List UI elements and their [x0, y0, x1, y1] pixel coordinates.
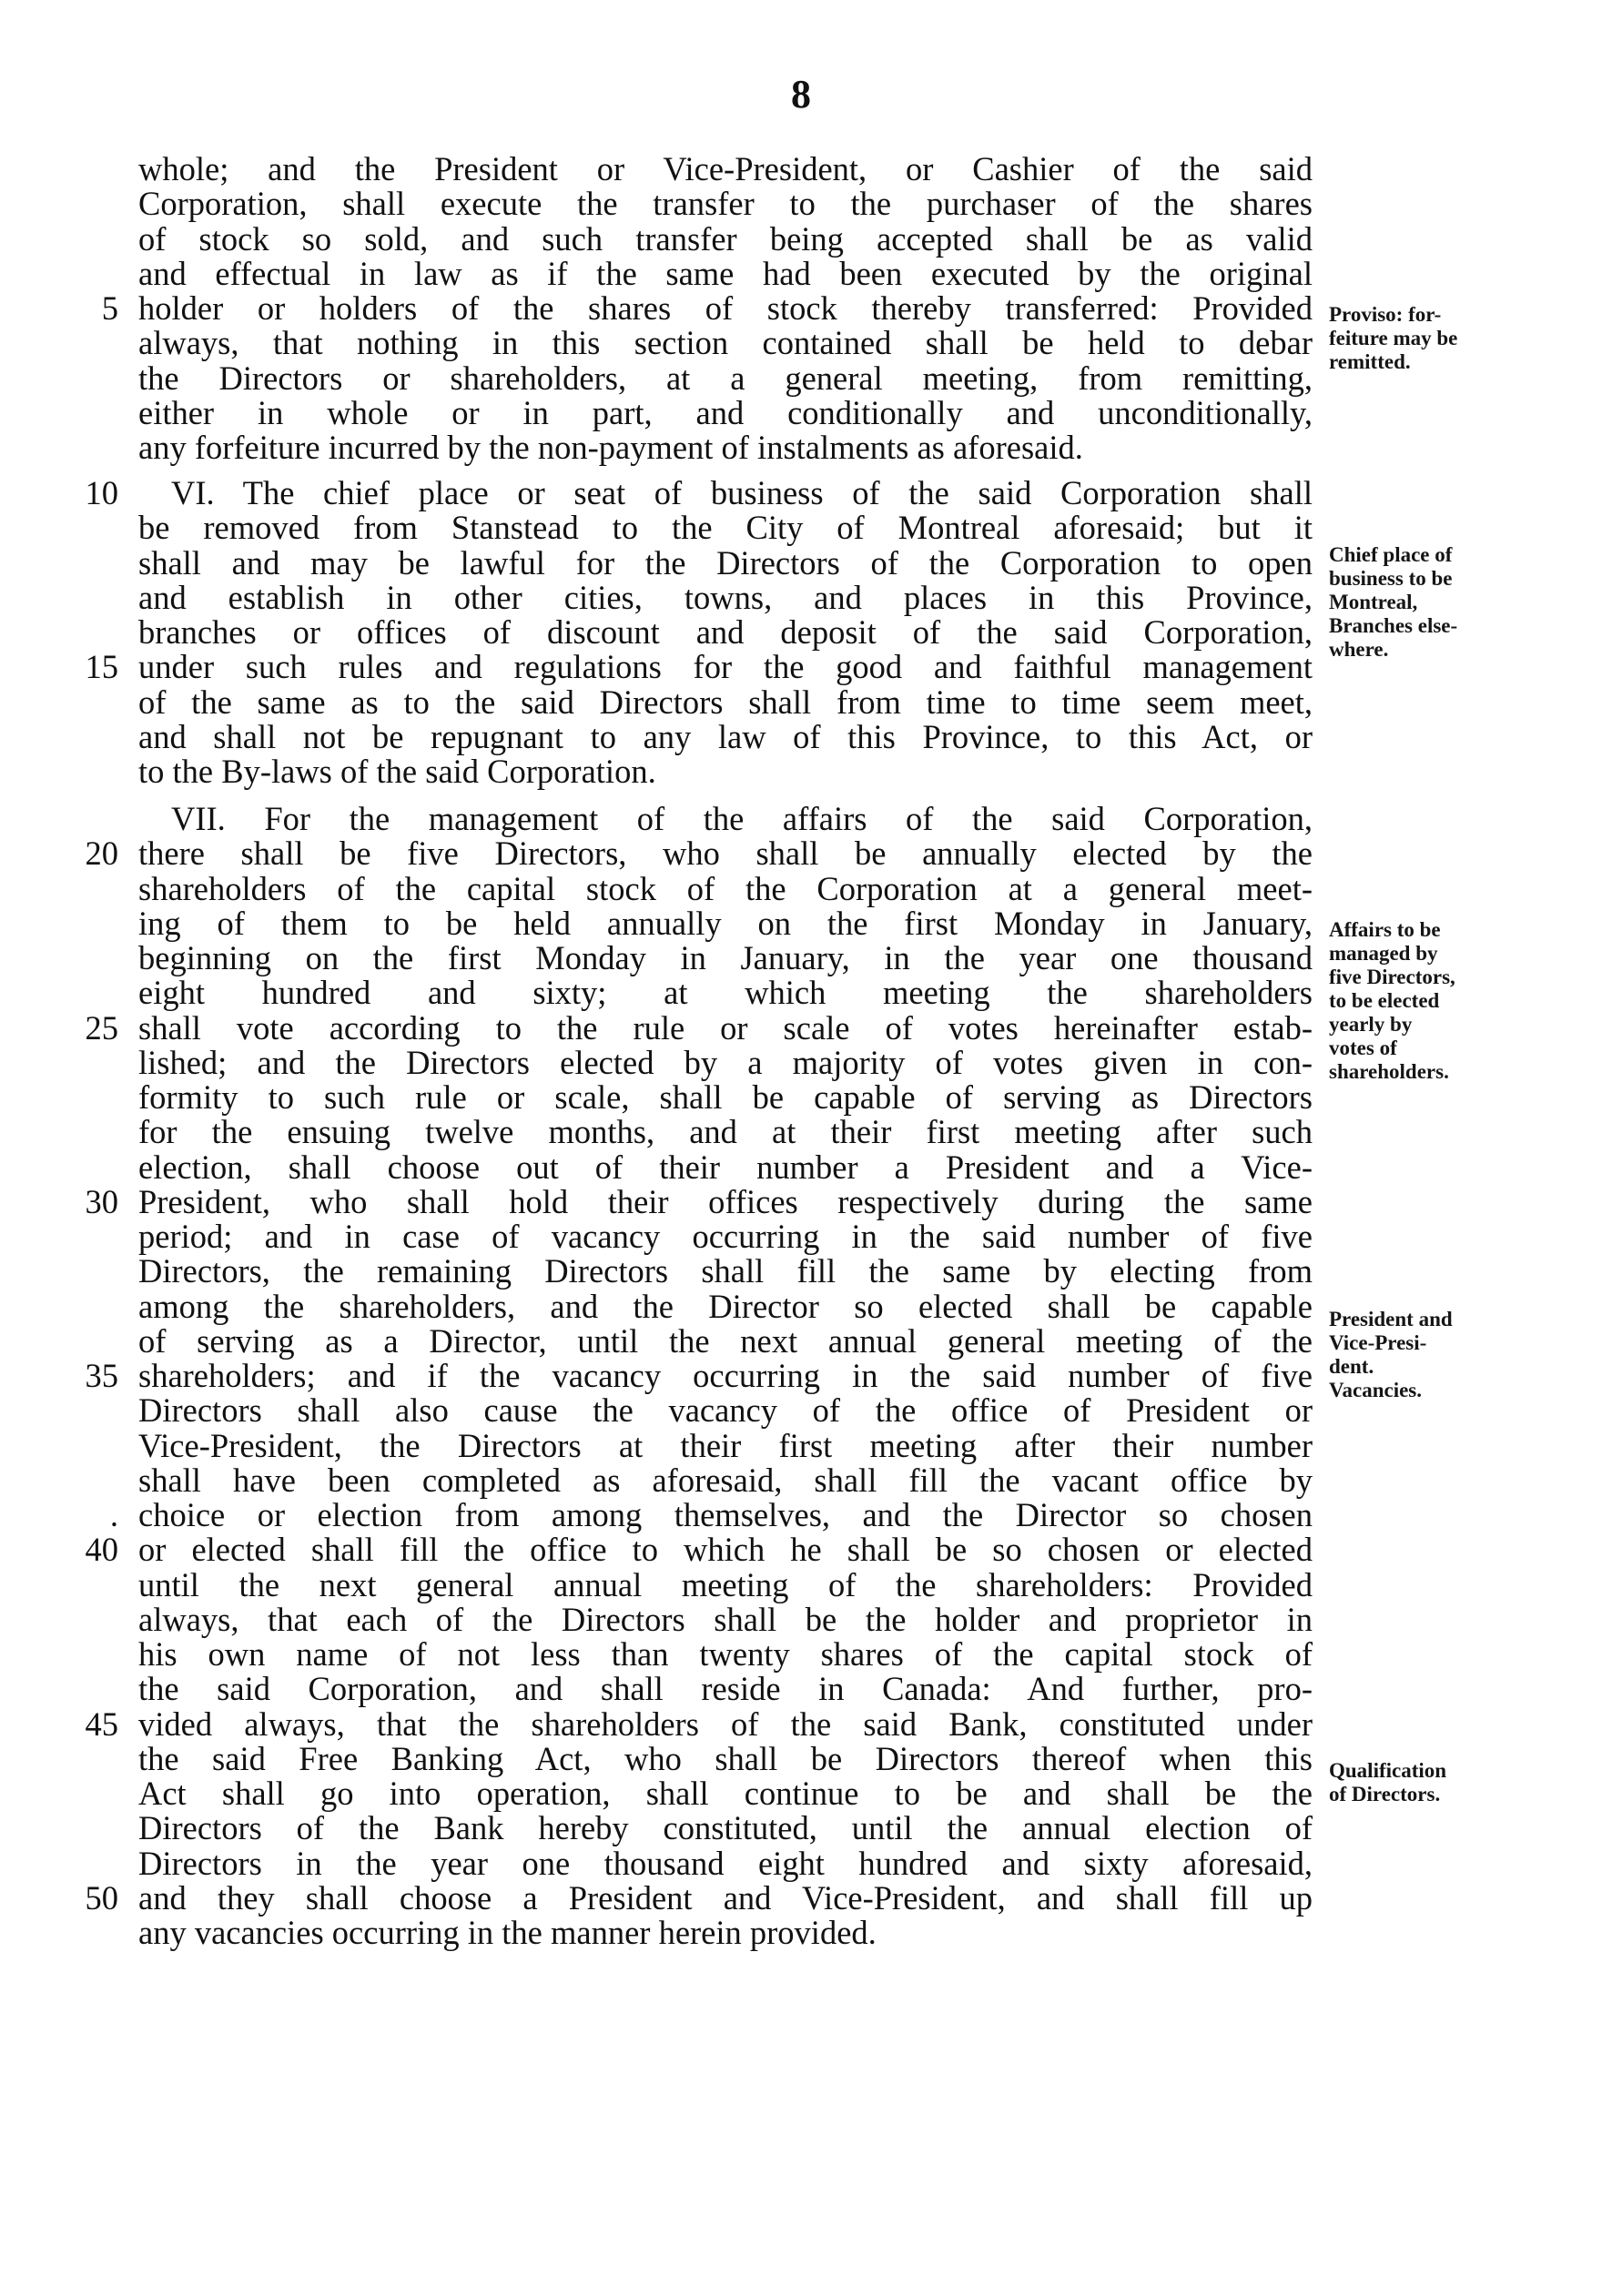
marginal-note: [1329, 918, 1593, 1084]
text-line: President, who shall hold their offices respectively during the same: [138, 1184, 1313, 1220]
marginal-note-line: yearly by: [1329, 1013, 1413, 1036]
text-line: be removed from Stanstead to the City of Montreal aforesaid; but it: [138, 510, 1313, 546]
text-line: to the By-laws of the said Corporation.: [138, 754, 656, 790]
line-number: 15: [85, 648, 118, 685]
marginal-note-line: feiture may be: [1329, 327, 1458, 349]
text-line: VII. For the management of the affairs of the said Corporation,: [171, 801, 1313, 837]
text-line: his own name of not less than twenty shares of the capital stock of: [138, 1636, 1313, 1673]
text-line: lished; and the Directors elected by a majority of votes given in con-: [138, 1045, 1313, 1081]
text-line: shareholders; and if the vacancy occurring in the said number of five: [138, 1358, 1313, 1394]
text-line: Directors in the year one thousand eight hundred and sixty aforesaid,: [138, 1846, 1313, 1882]
line-number: 25: [85, 1009, 118, 1047]
text-line: Directors of the Bank hereby constituted, until the annual election of: [138, 1810, 1313, 1846]
text-line: either in whole or in part, and conditionally and unconditionally,: [138, 395, 1313, 431]
marginal-note-line: Affairs to be: [1329, 918, 1441, 941]
line-number: 30: [85, 1183, 118, 1220]
text-line: Vice-President, the Directors at their first meeting after their number: [138, 1428, 1313, 1464]
text-line: the said Corporation, and shall reside in Canada: And further, pro-: [138, 1671, 1313, 1707]
marginal-note-line: business to be: [1329, 567, 1453, 590]
text-line: and they shall choose a President and Vice-President, and shall fill up: [138, 1880, 1313, 1917]
text-line: Act shall go into operation, shall continue to be and shall be the: [138, 1775, 1313, 1812]
text-line: or elected shall fill the office to which he shall be so chosen or elected: [138, 1532, 1313, 1568]
text-line: until the next general annual meeting of the shareholders: Provided: [138, 1567, 1313, 1603]
marginal-note-line: Chief place of: [1329, 543, 1453, 566]
line-number: 20: [85, 834, 118, 872]
text-line: ing of them to be held annually on the first Monday in January,: [138, 905, 1313, 942]
marginal-note-line: of Directors.: [1329, 1783, 1441, 1805]
text-line: choice or election from among themselves, and the Director so chosen: [138, 1497, 1313, 1533]
text-line: VI. The chief place or seat of business of the said Corporation shall: [171, 475, 1313, 511]
line-number: 50: [85, 1879, 118, 1917]
text-line: any vacancies occurring in the manner herein provided.: [138, 1915, 877, 1951]
text-line: among the shareholders, and the Director so elected shall be capable: [138, 1289, 1313, 1325]
text-line: election, shall choose out of their number a President and a Vice-: [138, 1149, 1313, 1186]
marginal-note-line: shareholders.: [1329, 1060, 1449, 1083]
marginal-note: [1329, 1308, 1593, 1402]
text-line: and shall not be repugnant to any law of this Province, to this Act, or: [138, 719, 1313, 755]
marginal-note-line: Vacancies.: [1329, 1379, 1423, 1401]
marginal-note-line: managed by: [1329, 942, 1438, 965]
text-line: Directors shall also cause the vacancy of the office of President or: [138, 1392, 1313, 1429]
text-line: there shall be five Directors, who shall be annually elected by the: [138, 835, 1313, 872]
text-line: period; and in case of vacancy occurring in the said number of five: [138, 1219, 1313, 1255]
text-line: always, that each of the Directors shall be the holder and proprietor in: [138, 1602, 1313, 1638]
text-line: shall vote according to the rule or scale of votes hereinafter estab-: [138, 1010, 1313, 1047]
text-line: and establish in other cities, towns, and places in this Province,: [138, 580, 1313, 616]
text-line: vided always, that the shareholders of the said Bank, constituted under: [138, 1706, 1313, 1743]
line-number: 35: [85, 1357, 118, 1394]
text-line: any forfeiture incurred by the non-payment of instalments as aforesaid.: [138, 430, 1083, 466]
text-line: branches or offices of discount and deposit of the said Corporation,: [138, 614, 1313, 651]
text-line: and effectual in law as if the same had been executed by the original: [138, 256, 1313, 292]
text-line: of serving as a Director, until the next annual general meeting of the: [138, 1323, 1313, 1360]
text-line: always, that nothing in this section contained shall be held to debar: [138, 325, 1313, 361]
text-line: beginning on the first Monday in January, in the year one thousand: [138, 940, 1313, 976]
text-line: of stock so sold, and such transfer being accepted shall be as valid: [138, 221, 1313, 258]
marginal-note-line: to be elected: [1329, 989, 1440, 1012]
marginal-note-line: five Directors,: [1329, 966, 1455, 988]
marginal-note-line: where.: [1329, 638, 1389, 661]
text-line: shall have been completed as aforesaid, shall fill the vacant office by: [138, 1462, 1313, 1499]
text-line: shareholders of the capital stock of the Corporation at a general meet-: [138, 871, 1313, 907]
text-line: the said Free Banking Act, who shall be Directors thereof when this: [138, 1741, 1313, 1777]
line-number: .: [109, 1496, 118, 1533]
marginal-note-line: Vice-Presi-: [1329, 1331, 1427, 1354]
text-line: shall and may be lawful for the Directors of the Corporation to open: [138, 545, 1313, 582]
text-line: for the ensuing twelve months, and at their first meeting after such: [138, 1114, 1313, 1150]
text-line: of the same as to the said Directors shall from time to time seem meet,: [138, 684, 1313, 721]
page-number: 8: [791, 72, 811, 116]
line-number: 45: [85, 1705, 118, 1743]
text-line: the Directors or shareholders, at a general meeting, from remitting,: [138, 360, 1313, 397]
line-number: 5: [101, 289, 118, 327]
text-line: Corporation, shall execute the transfer to the purchaser of the shares: [138, 186, 1313, 222]
line-number: 10: [85, 474, 118, 511]
marginal-note-line: Qualification: [1329, 1759, 1447, 1782]
text-line: whole; and the President or Vice-President, or Cashier of the said: [138, 151, 1313, 187]
marginal-note-line: remitted.: [1329, 350, 1411, 373]
marginal-note-line: Proviso: for-: [1329, 303, 1442, 326]
marginal-note-line: Branches else-: [1329, 614, 1458, 637]
marginal-note: [1329, 303, 1593, 374]
marginal-note: [1329, 543, 1593, 662]
text-line: holder or holders of the shares of stock thereby transferred: Provided: [138, 290, 1313, 327]
marginal-note-line: Montreal,: [1329, 591, 1418, 613]
text-line: under such rules and regulations for the good and faithful management: [138, 649, 1313, 685]
marginal-note-line: President and: [1329, 1308, 1453, 1330]
text-line: formity to such rule or scale, shall be capable of serving as Directors: [138, 1079, 1313, 1116]
text-line: Directors, the remaining Directors shall fill the same by electing from: [138, 1253, 1313, 1290]
marginal-note: [1329, 1759, 1593, 1806]
marginal-note-line: dent.: [1329, 1355, 1374, 1378]
marginal-note-line: votes of: [1329, 1037, 1397, 1059]
text-line: eight hundred and sixty; at which meeting the shareholders: [138, 975, 1313, 1011]
line-number: 40: [85, 1531, 118, 1568]
